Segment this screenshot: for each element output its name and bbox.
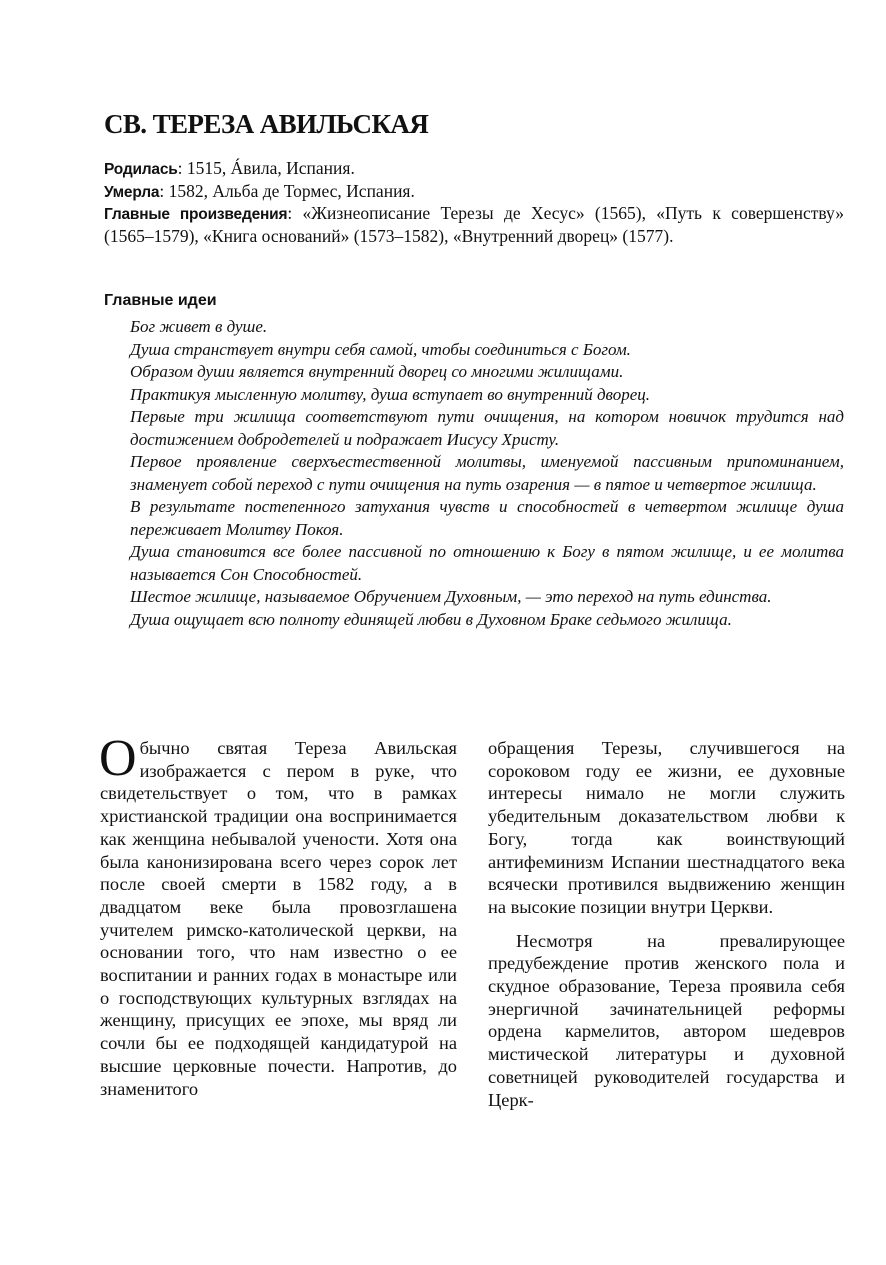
ideas-heading: Главные идеи <box>104 292 217 309</box>
idea-item: Образом души является внутренний дворец со многими жилищами. <box>130 362 624 381</box>
drop-cap: О <box>99 730 137 787</box>
idea-item: Шестое жилище, называемое Обручением Духовным, — это переход на путь единства. <box>130 587 772 606</box>
idea-item: Душа ощущает всю полноту единящей любви в Духовном Браке седьмого жилища. <box>130 609 732 629</box>
idea-item: Практикуя мысленную молитву, душа вступает во внутренний дворец. <box>130 384 651 404</box>
died-row: Умерла: 1582, Альба де Тормес, Испания. <box>104 180 415 201</box>
body-paragraph: обращения Терезы, случившегося на сороковом году ее жизни, ее духовные интересы нимало не могли служить убедительным доказательством любви к Богу, тогда как воинствующий антифеминизм Испании шестнадцатого века всячески противился выдвижению женщин на высокие позиции внутри Церкви. <box>488 738 845 917</box>
body-text-left: бычно святая Тереза Авильская изображается с пером в руке, что свидетельствует о том, что в рамках христианской традиции она воспринимается как женщина небывалой учености. Хотя она была канонизирована всего через сорок лет после своей смерти в 1582 году, а в двадцатом веке была провозглашена учителем римско-католической церкви, на основании того, что нам известно о ее воспитании и ранних годах в монастыре или о господствующих культурных взглядах на женщину, присущих ее эпохе, мы вряд ли сочли бы ее подходящей кандидатурой на высшие церковные почести. Напротив, до знаменитого <box>100 738 457 1099</box>
idea-item: Душа странствует внутри себя самой, чтобы соединиться с Богом. <box>130 339 631 359</box>
works-row: Главные произведения: «Жизнеописание Терезы де Хесус» (1565), «Путь к совершенству» (1565–1579), «Книга оснований» (1573–1582), «Внутренний дворец» (1577). <box>104 203 844 246</box>
body-column-left <box>99 730 457 1100</box>
idea-item: Бог живет в душе. <box>130 317 268 336</box>
died-label: Умерла <box>104 183 160 201</box>
born-label: Родилась <box>104 161 178 178</box>
body-paragraph <box>99 730 457 1100</box>
body-paragraph: Несмотря на превалирующее предубеждение против женского пола и скудное образование, Тереза проявила себя энергичной зачинательницей реформы ордена кармелитов, автором шедевров мистической литературы и духовной советницей руководителей государства и Церк- <box>488 930 845 1110</box>
works-value: «Жизнеописание Терезы де Хесус» (1565), «Путь к совершенству» (1565–1579), «Книга оснований» (1573–1582), «Внутренний дворец» (1577). <box>104 203 844 246</box>
biography-facts <box>104 158 844 246</box>
born-value: 1515, Áвила, Испания. <box>182 158 355 178</box>
idea-item: В результате постепенного затухания чувств и способностей в четвертом жилище душа переживает Молитву Покоя. <box>130 497 844 539</box>
idea-item: Душа становится все более пассивной по отношению к Богу в пятом жилище, и ее молитва называется Сон Способностей. <box>130 542 844 584</box>
ideas-list <box>130 316 844 631</box>
idea-item: Первые три жилища соответствуют пути очищения, на котором новичок трудится над достижением добродетелей и подражает Иисусу Христу. <box>130 407 844 449</box>
born-row: Родилась: 1515, Áвила, Испания. <box>104 158 355 178</box>
article-title: СВ. ТЕРЕЗА АВИЛЬСКАЯ <box>104 109 429 139</box>
died-value: 1582, Альба де Тормес, Испания. <box>164 180 415 201</box>
works-label: Главные произведения <box>104 206 288 223</box>
idea-item: Первое проявление сверхъестественной молитвы, именуемой пассивным припоминанием, знаменует собой переход с пути очищения на путь озарения — в пятое и четвертое жилища. <box>130 452 844 494</box>
body-column-right <box>488 737 845 1111</box>
